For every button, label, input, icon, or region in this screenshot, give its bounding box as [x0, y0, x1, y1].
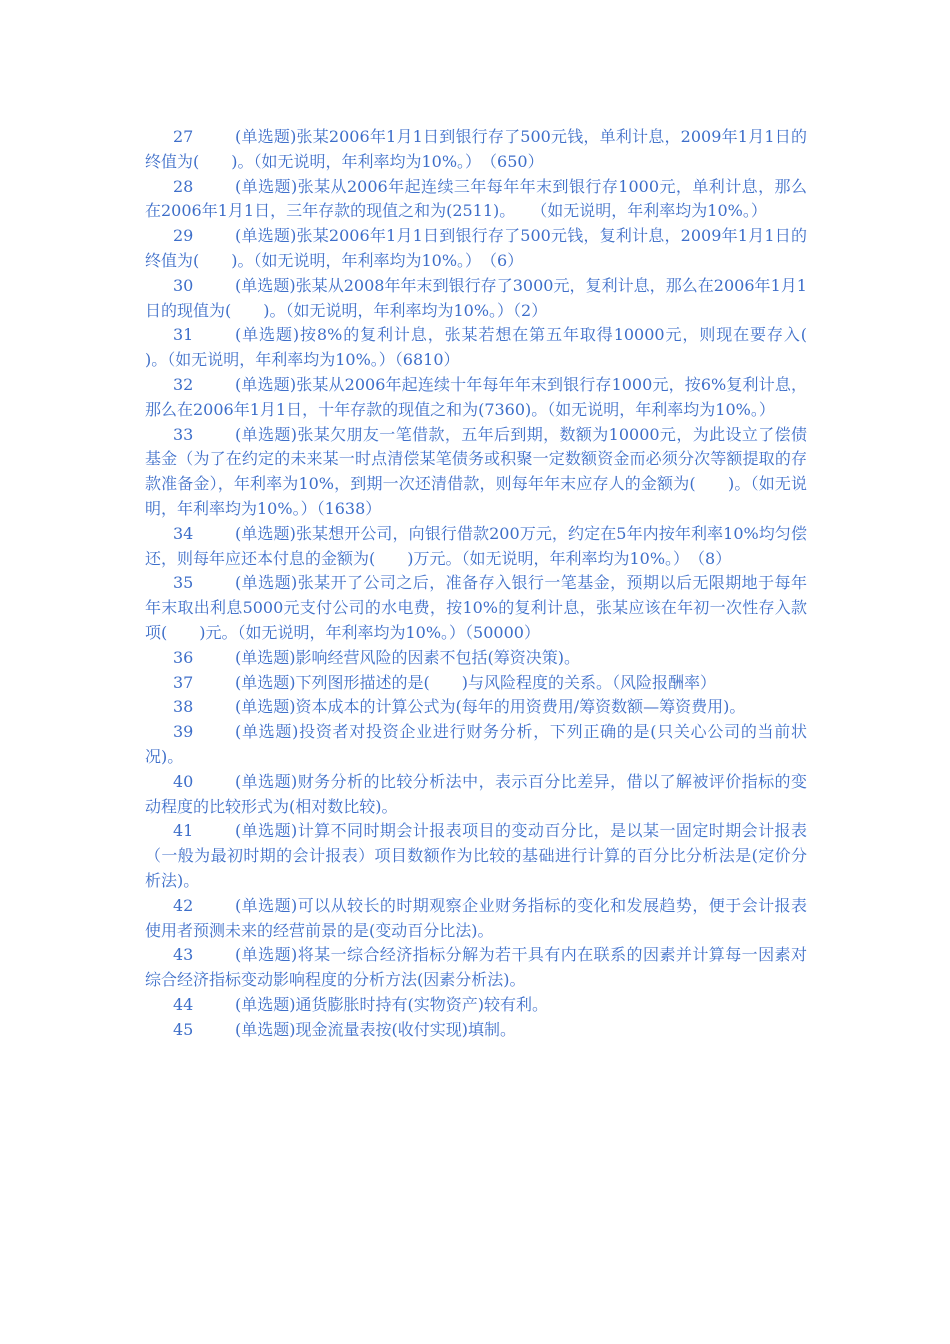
question-number: 35	[173, 573, 194, 593]
question-text: (单选题)财务分析的比较分析法中，表示百分比差异，借以了解被评价指标的变动程度的比较形式为(相对数比较)。	[145, 771, 807, 816]
question-32	[145, 373, 807, 423]
question-number: 39	[173, 722, 194, 742]
question-37	[145, 671, 807, 696]
question-number: 36	[173, 647, 194, 667]
question-number: 32	[173, 374, 194, 394]
question-33	[145, 423, 807, 522]
question-text: (单选题)张某从2008年年末到银行存了3000元，复利计息，那么在2006年1月1日的现值为( )。（如无说明，年利率均为10%。）（2）	[145, 275, 807, 320]
question-text: (单选题)张某从2006年起连续十年每年年末到银行存1000元，按6%复利计息，那么在2006年1月1日，十年存款的现值之和为(7360)。（如无说明，年利率均为10%。）	[145, 374, 807, 419]
question-38	[145, 695, 807, 720]
question-42	[145, 894, 807, 944]
question-39	[145, 720, 807, 770]
question-number: 31	[173, 325, 194, 345]
question-text: (单选题)现金流量表按(收付实现)填制。	[235, 1019, 516, 1039]
question-text: (单选题)张某从2006年起连续三年每年年末到银行存1000元，单利计息，那么在2006年1月1日，三年存款的现值之和为(2511)。 （如无说明，年利率均为10%。）	[145, 176, 807, 221]
question-list	[145, 125, 840, 1042]
question-number: 27	[173, 127, 194, 146]
question-number: 37	[173, 672, 194, 692]
question-text: (单选题)影响经营风险的因素不包括(筹资决策)。	[235, 647, 580, 667]
question-35	[145, 571, 807, 645]
question-text: (单选题)可以从较长的时期观察企业财务指标的变化和发展趋势，便于会计报表使用者预测未来的经营前景的是(变动百分比法)。	[145, 895, 807, 940]
question-number: 40	[173, 771, 194, 791]
question-27	[145, 125, 807, 175]
question-number: 29	[173, 226, 194, 246]
question-number: 45	[173, 1019, 194, 1039]
question-number: 33	[173, 424, 194, 444]
question-text: (单选题)张某想开公司，向银行借款200万元，约定在5年内按年利率10%均匀偿还，则每年应还本付息的金额为( )万元。（如无说明，年利率均为10%。） （8）	[145, 523, 807, 568]
question-number: 43	[173, 945, 194, 965]
question-44	[145, 993, 807, 1018]
question-text: (单选题)张某2006年1月1日到银行存了500元钱，复利计息，2009年1月1日的终值为( )。（如无说明，年利率均为10%。） （6）	[145, 226, 807, 270]
question-41	[145, 819, 807, 893]
question-number: 30	[173, 275, 194, 295]
question-text: (单选题)张某开了公司之后，准备存入银行一笔基金，预期以后无限期地于每年年末取出利息5000元支付公司的水电费，按10%的复利计息，张某应该在年初一次性存入款项( )元。（如无说明，年利率均为10%。）（50000）	[145, 573, 807, 642]
question-43	[145, 943, 807, 993]
question-text: (单选题)投资者对投资企业进行财务分析，下列正确的是(只关心公司的当前状况)。	[145, 722, 807, 766]
question-31	[145, 323, 840, 373]
question-text: (单选题)下列图形描述的是( )与风险程度的关系。（风险报酬率）	[235, 672, 716, 692]
question-29	[145, 224, 807, 274]
question-number: 41	[173, 821, 194, 841]
question-number: 28	[173, 176, 194, 196]
question-number: 34	[173, 523, 194, 543]
question-36	[145, 646, 807, 671]
question-text: (单选题)通货膨胀时持有(实物资产)较有利。	[235, 994, 548, 1014]
question-40	[145, 770, 807, 820]
question-number: 44	[173, 994, 194, 1014]
question-text: (单选题)计算不同时期会计报表项目的变动百分比，是以某一固定时期会计报表（一般为最初时期的会计报表）项目数额作为比较的基础进行计算的百分比分析法是(定价分析法)。	[145, 821, 807, 890]
question-number: 42	[173, 895, 194, 915]
question-text: (单选题)张某2006年1月1日到银行存了500元钱，单利计息，2009年1月1日的终值为( )。（如无说明，年利率均为10%。） （650）	[145, 127, 807, 171]
question-34	[145, 522, 807, 572]
question-28	[145, 175, 807, 225]
question-45	[145, 1018, 807, 1043]
question-number: 38	[173, 697, 194, 717]
question-text: (单选题)按8%的复利计息，张某若想在第五年取得10000元，则现在要存入( )。（如无说明，年利率均为10%。）（6810）	[145, 325, 840, 370]
question-30	[145, 274, 807, 324]
question-text: (单选题)张某欠朋友一笔借款，五年后到期，数额为10000元，为此设立了偿债基金（为了在约定的未来某一时点清偿某笔债务或积聚一定数额资金而必须分次等额提取的存款准备金），年利率为10%，到期一次还清借款，则每年年末应存人的金额为( )。（如无说明，年利率均为10%。）（1638）	[145, 424, 807, 518]
question-text: (单选题)将某一综合经济指标分解为若干具有内在联系的因素并计算每一因素对综合经济指标变动影响程度的分析方法(因素分析法)。	[145, 945, 807, 990]
question-text: (单选题)资本成本的计算公式为(每年的用资费用/筹资数额—筹资费用)。	[235, 697, 746, 717]
